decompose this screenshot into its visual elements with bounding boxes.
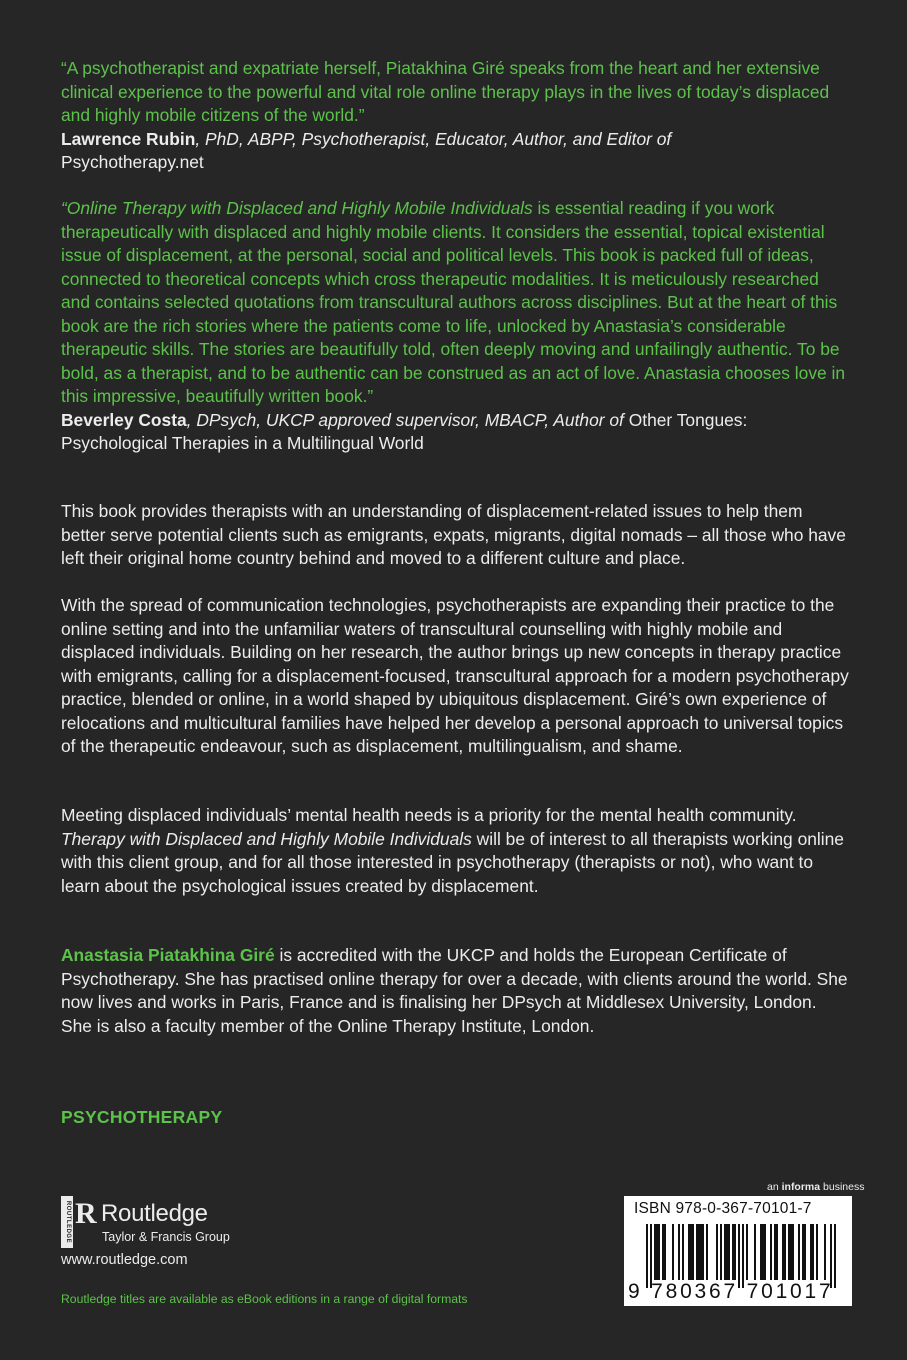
barcode-bar — [802, 1224, 804, 1280]
subject-category: PSYCHOTHERAPY — [61, 1107, 223, 1127]
reviewer-credentials-1: , PhD, ABPP, Psychotherapist, Educator, Author, and Editor of — [195, 128, 672, 149]
barcode-bar — [696, 1224, 698, 1280]
author-name: Anastasia Piatakhina Giré — [61, 945, 275, 965]
barcode-bar — [816, 1224, 818, 1280]
informa-prefix: an — [767, 1181, 782, 1193]
barcode-bar — [688, 1224, 690, 1280]
barcode-bar — [738, 1224, 740, 1288]
barcode-bar — [716, 1224, 718, 1280]
barcode-bar — [690, 1224, 692, 1280]
description-paragraph-2: With the spread of communication technologies, psychotherapists are expanding their practice to the online setting and into the unfamiliar waters of transcultural counselling with highly mobile and displaced individuals. Building on her research, the author brings up new concepts in therapy practice with emigrants, calling for a displacement-focused, transcultural approach for a modern psychotherapy practice, blended or online, in a world shaped by ubiquitous displacement. Giré’s own experience of relocations and multicultural families have helped her develop a personal approach to universal topics of the therapeutic endeavour, such as displacement, multilingualism, and shame. — [61, 595, 849, 756]
description-paragraph-3 — [61, 804, 851, 898]
barcode-bar — [672, 1224, 674, 1280]
routledge-vertical-text: ROUTLEDGE — [65, 1200, 71, 1244]
barcode-bar — [650, 1224, 652, 1288]
barcode-bar — [770, 1224, 772, 1280]
informa-suffix: business — [820, 1181, 865, 1193]
publisher-group: Taylor & Francis Group — [102, 1230, 230, 1244]
review-quote-2 — [61, 197, 851, 456]
review-quote-2-attribution — [61, 409, 851, 456]
barcode-bar — [812, 1224, 814, 1280]
informa-name: informa — [781, 1181, 821, 1193]
routledge-r-icon — [61, 1196, 99, 1248]
barcode-bar — [776, 1224, 778, 1280]
reviewer-book-2: Other Tongues: Psychological Therapies in a Multilingual World — [61, 409, 748, 453]
ean-number: 9 780367 701017 — [628, 1280, 834, 1303]
barcode-bar — [734, 1224, 736, 1280]
barcode-bar — [656, 1224, 658, 1280]
reviewer-name-1: Lawrence Rubin — [61, 128, 196, 149]
barcode-bar — [646, 1224, 648, 1288]
barcode-bar — [762, 1224, 764, 1280]
barcode-bar — [700, 1224, 702, 1280]
barcode-bar — [732, 1224, 734, 1280]
routledge-logo — [61, 1196, 261, 1248]
barcode-bar — [706, 1224, 708, 1280]
barcode-bar — [692, 1224, 694, 1280]
barcode-bar — [792, 1224, 794, 1280]
barcode-bar — [654, 1224, 656, 1280]
reviewer-credentials-2: , DPsych, UKCP approved supervisor, MBACP, Author of — [186, 409, 629, 430]
review-quote-1-text: “A psychotherapist and expatriate herself, Piatakhina Giré speaks from the heart and her extensive clinical experience to the powerful and vital role online therapy plays in the lives of today’s displaced and highly mobile citizens of the world.” — [61, 58, 830, 125]
ebook-note: Routledge titles are available as eBook editions in a range of digital formats — [61, 1292, 468, 1306]
barcode-bar — [830, 1224, 832, 1288]
review-quote-1-attribution — [61, 128, 851, 175]
description-paragraph-1: This book provides therapists with an understanding of displacement-related issues to help them better serve potential clients such as emigrants, expats, migrants, digital nomads – all those who have left their original home country behind and moved to a different culture and place. — [61, 501, 846, 568]
author-bio — [61, 944, 851, 1038]
barcode-bar — [788, 1224, 790, 1280]
review-quote-1 — [61, 57, 851, 175]
informa-business-label — [767, 1181, 864, 1193]
barcode-bar — [658, 1224, 660, 1280]
barcode-bar — [824, 1224, 826, 1280]
barcode-bar — [742, 1224, 744, 1288]
author-bio-text: is accredited with the UKCP and holds the European Certificate of Psychotherapy. She has practised online therapy for over a decade, with clients around the world. She now lives and works in Paris, France and is finalising her DPsych at Middlesex University, London. She is also a faculty member of the Online Therapy Institute, London. — [61, 945, 848, 1036]
publisher-name: Routledge — [101, 1200, 208, 1227]
barcode-bar — [798, 1224, 800, 1280]
reviewer-name-2: Beverley Costa — [61, 409, 187, 430]
review-quote-2-book-title: “Online Therapy with Displaced and Highly Mobile Individuals — [61, 198, 533, 218]
barcode-bar — [834, 1224, 836, 1288]
review-quote-2-text — [61, 197, 851, 409]
isbn-barcode — [624, 1196, 852, 1306]
barcode-bar — [682, 1224, 684, 1280]
barcode-bar — [678, 1224, 680, 1280]
barcode-bar — [774, 1224, 776, 1280]
routledge-r-letter: R — [75, 1197, 97, 1230]
reviewer-affiliation-1: Psychotherapy.net — [61, 152, 204, 172]
barcode-bar — [804, 1224, 806, 1280]
barcode-bar — [754, 1224, 756, 1280]
barcode-bar — [728, 1224, 730, 1280]
barcode-bar — [760, 1224, 762, 1280]
barcode-bar — [702, 1224, 704, 1280]
barcode-bar — [764, 1224, 766, 1280]
barcode-bar — [698, 1224, 700, 1280]
review-quote-2-body: is essential reading if you work therapeutically with displaced and highly mobile clients. It considers the essential, topical existential issue of displacement, at the personal, social and political levels. This book is packed full of ideas, connected to theoretical concepts which cross therapeutic modalities. It is meticulously researched and contains selected quotations from transcultural authors across disciplines. But at the heart of this book are the rich stories where the patients come to life, unlocked by Anastasia’s considerable therapeutic skills. The stories are beautifully told, often deeply moving and unfailingly authentic. To be bold, as a therapist, and to be authentic can be construed as an act of love. Anastasia chooses love in this impressive, beautifully written book.” — [61, 198, 846, 406]
description-paragraph-3-start: Meeting displaced individuals’ mental health needs is a priority for the mental health community. — [61, 805, 797, 825]
barcode-bar — [782, 1224, 784, 1280]
publisher-url[interactable]: www.routledge.com — [61, 1252, 188, 1268]
barcode-bar — [664, 1224, 666, 1280]
description-paragraph-3-rest: will be of interest to all therapists working online with this client group, and for all those interested in psychotherapy (therapists or not), who want to learn about the psychological issues created by displacement. — [61, 828, 844, 896]
description-book-title: Therapy with Displaced and Highly Mobile Individuals — [61, 828, 472, 849]
barcode-bar — [810, 1224, 812, 1280]
isbn-number: ISBN 978-0-367-70101-7 — [634, 1200, 812, 1217]
barcode-bar — [726, 1224, 728, 1280]
barcode-bar — [746, 1224, 748, 1280]
barcode-bar — [724, 1224, 726, 1280]
barcode-bar — [662, 1224, 664, 1280]
barcode-bar — [790, 1224, 792, 1280]
barcode-bar — [720, 1224, 722, 1280]
barcode-bar — [784, 1224, 786, 1280]
